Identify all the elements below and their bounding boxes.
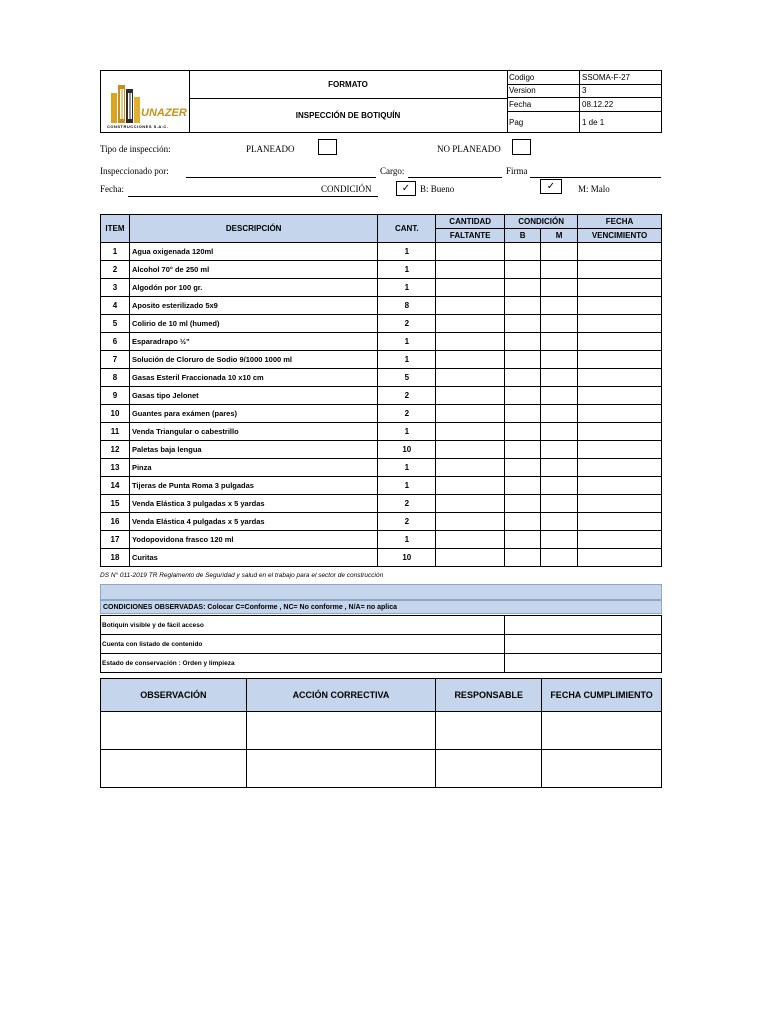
condition-m-cell[interactable] (541, 279, 578, 297)
item-description: Agua oxigenada 120ml (129, 243, 377, 261)
table-row (101, 315, 662, 333)
missing-quantity-cell[interactable] (436, 423, 505, 441)
condition-m-cell[interactable] (541, 351, 578, 369)
action-cell[interactable] (246, 712, 436, 750)
item-quantity: 1 (378, 459, 436, 477)
tipo-inspeccion-label: Tipo de inspección: (100, 144, 171, 154)
responsible-cell[interactable] (436, 750, 542, 788)
observation-cell[interactable] (101, 750, 247, 788)
meta-value: 3 (580, 84, 662, 98)
condition-b-cell[interactable] (505, 441, 541, 459)
table-row (101, 369, 662, 387)
action-cell[interactable] (246, 750, 436, 788)
item-description: Alcohol 70° de 250 ml (129, 261, 377, 279)
item-description: Colirio de 10 ml (humed) (129, 315, 377, 333)
condition-b-cell[interactable] (505, 477, 541, 495)
date-cell[interactable] (542, 750, 662, 788)
condition-value-cell[interactable] (505, 635, 662, 654)
condition-m-cell[interactable] (541, 531, 578, 549)
header-condicion: CONDICIÓN (505, 215, 578, 229)
item-quantity: 1 (378, 333, 436, 351)
condition-m-cell[interactable] (541, 441, 578, 459)
missing-quantity-cell[interactable] (436, 459, 505, 477)
expiration-date-cell[interactable] (578, 369, 662, 387)
table-row (101, 531, 662, 549)
item-quantity: 10 (378, 549, 436, 567)
table-row (101, 333, 662, 351)
malo-checkbox[interactable]: ✓ (540, 179, 562, 194)
header-b: B (505, 229, 541, 243)
condition-b-cell[interactable] (505, 315, 541, 333)
item-quantity: 2 (378, 387, 436, 405)
item-number: 15 (101, 495, 130, 513)
condition-label: Estado de conservación : Orden y limpieza (101, 654, 505, 673)
missing-quantity-cell[interactable] (436, 549, 505, 567)
bueno-label: B: Bueno (420, 184, 455, 194)
expiration-date-cell[interactable] (578, 333, 662, 351)
condition-b-cell[interactable] (505, 459, 541, 477)
expiration-date-cell[interactable] (578, 297, 662, 315)
header-title-area (189, 71, 508, 132)
missing-quantity-cell[interactable] (436, 387, 505, 405)
condition-b-cell[interactable] (505, 279, 541, 297)
item-number: 17 (101, 531, 130, 549)
item-number: 16 (101, 513, 130, 531)
bueno-checkbox[interactable]: ✓ (396, 181, 416, 196)
responsible-cell[interactable] (436, 712, 542, 750)
header-m: M (541, 229, 578, 243)
item-description: Curitas (129, 549, 377, 567)
item-quantity: 1 (378, 423, 436, 441)
item-description: Venda Triangular o cabestrillo (129, 423, 377, 441)
missing-quantity-cell[interactable] (436, 297, 505, 315)
condition-m-cell[interactable] (541, 315, 578, 333)
table-row (101, 279, 662, 297)
item-number: 9 (101, 387, 130, 405)
company-logo (101, 71, 190, 132)
expiration-date-cell[interactable] (578, 423, 662, 441)
item-quantity: 1 (378, 531, 436, 549)
condition-b-cell[interactable] (505, 513, 541, 531)
condition-b-cell[interactable] (505, 531, 541, 549)
condition-m-cell[interactable] (541, 387, 578, 405)
expiration-date-cell[interactable] (578, 387, 662, 405)
item-description: Guantes para exámen (pares) (129, 405, 377, 423)
item-number: 7 (101, 351, 130, 369)
missing-quantity-cell[interactable] (436, 531, 505, 549)
condition-m-cell[interactable] (541, 549, 578, 567)
item-quantity: 8 (378, 297, 436, 315)
item-description: Esparadrapo ½" (129, 333, 377, 351)
condition-m-cell[interactable] (541, 405, 578, 423)
table-row (101, 441, 662, 459)
missing-quantity-cell[interactable] (436, 441, 505, 459)
header-item: ITEM (101, 215, 130, 243)
table-row (101, 405, 662, 423)
condition-label: Botiquín visible y de fácil acceso (101, 616, 505, 635)
expiration-date-cell[interactable] (578, 531, 662, 549)
table-row (101, 261, 662, 279)
header-cant: CANT. (378, 215, 436, 243)
item-quantity: 1 (378, 351, 436, 369)
item-description: Paletas baja lengua (129, 441, 377, 459)
meta-value: 1 de 1 (580, 112, 662, 133)
expiration-date-cell[interactable] (578, 405, 662, 423)
observation-cell[interactable] (101, 712, 247, 750)
expiration-date-cell[interactable] (578, 513, 662, 531)
condition-label: Cuenta con listado de contenido (101, 635, 505, 654)
item-number: 4 (101, 297, 130, 315)
condition-m-cell[interactable] (541, 333, 578, 351)
missing-quantity-cell[interactable] (436, 405, 505, 423)
condition-m-cell[interactable] (541, 261, 578, 279)
item-quantity: 1 (378, 279, 436, 297)
table-row (101, 297, 662, 315)
item-quantity: 2 (378, 513, 436, 531)
missing-quantity-cell[interactable] (436, 243, 505, 261)
document-meta (507, 71, 661, 132)
table-row (101, 351, 662, 369)
conditions-table (100, 615, 662, 673)
expiration-date-cell[interactable] (578, 459, 662, 477)
missing-quantity-cell[interactable] (436, 495, 505, 513)
condition-m-cell[interactable] (541, 513, 578, 531)
formato-label: FORMATO (189, 71, 507, 99)
item-description: Gasas tipo Jelonet (129, 387, 377, 405)
header-fecha-cumplimiento: FECHA CUMPLIMIENTO (542, 679, 662, 712)
building-logo-icon (101, 71, 189, 132)
logo-text: UNAZER (141, 107, 187, 119)
inspeccionado-label: Inspeccionado por: (100, 166, 169, 176)
item-quantity: 2 (378, 315, 436, 333)
header-accion-correctiva: ACCIÓN CORRECTIVA (246, 679, 436, 712)
expiration-date-cell[interactable] (578, 279, 662, 297)
item-number: 18 (101, 549, 130, 567)
item-description: Aposito esterilizado 5x9 (129, 297, 377, 315)
missing-quantity-cell[interactable] (436, 279, 505, 297)
conditions-header: CONDICIONES OBSERVADAS: Colocar C=Conforme , NC= No conforme , N/A= no aplica (100, 600, 662, 614)
expiration-date-cell[interactable] (578, 351, 662, 369)
item-description: Venda Elástica 3 pulgadas x 5 yardas (129, 495, 377, 513)
missing-quantity-cell[interactable] (436, 261, 505, 279)
condition-b-cell[interactable] (505, 261, 541, 279)
item-description: Pinza (129, 459, 377, 477)
header-observacion: OBSERVACIÓN (101, 679, 247, 712)
header-fecha: FECHA (578, 215, 662, 229)
item-description: Solución de Cloruro de Sodio 9/1000 1000 ml (129, 351, 377, 369)
condition-value-cell[interactable] (505, 616, 662, 635)
expiration-date-cell[interactable] (578, 495, 662, 513)
planeado-checkbox[interactable] (318, 139, 337, 155)
condition-m-cell[interactable] (541, 477, 578, 495)
expiration-date-cell[interactable] (578, 243, 662, 261)
no-planeado-checkbox[interactable] (512, 139, 531, 155)
condition-m-cell[interactable] (541, 459, 578, 477)
observations-table (100, 678, 662, 788)
item-number: 13 (101, 459, 130, 477)
expiration-date-cell[interactable] (578, 261, 662, 279)
item-number: 5 (101, 315, 130, 333)
item-number: 6 (101, 333, 130, 351)
table-row (101, 513, 662, 531)
meta-label: Codigo (507, 71, 580, 84)
missing-quantity-cell[interactable] (436, 369, 505, 387)
expiration-date-cell[interactable] (578, 441, 662, 459)
item-description: Gasas Esteril Fraccionada 10 x10 cm (129, 369, 377, 387)
header-faltante: FALTANTE (436, 229, 505, 243)
item-number: 11 (101, 423, 130, 441)
condition-b-cell[interactable] (505, 369, 541, 387)
item-quantity: 2 (378, 495, 436, 513)
no-planeado-label: NO PLANEADO (437, 144, 501, 154)
inventory-table (100, 214, 662, 567)
expiration-date-cell[interactable] (578, 477, 662, 495)
cargo-label: Cargo: (380, 166, 405, 176)
firma-field[interactable] (530, 165, 661, 178)
table-row (101, 549, 662, 567)
planeado-label: PLANEADO (246, 144, 295, 154)
item-quantity: 10 (378, 441, 436, 459)
meta-label: Pag (507, 112, 580, 133)
missing-quantity-cell[interactable] (436, 513, 505, 531)
condition-m-cell[interactable] (541, 369, 578, 387)
header-descripcion: DESCRIPCIÓN (129, 215, 377, 243)
condition-m-cell[interactable] (541, 495, 578, 513)
missing-quantity-cell[interactable] (436, 315, 505, 333)
table-row (101, 243, 662, 261)
item-description: Yodopovidona frasco 120 ml (129, 531, 377, 549)
blank-band (100, 584, 662, 600)
item-description: Tijeras de Punta Roma 3 pulgadas (129, 477, 377, 495)
item-quantity: 1 (378, 261, 436, 279)
fecha-label: Fecha: (100, 184, 124, 194)
item-quantity: 1 (378, 243, 436, 261)
regulation-note: DS N° 011-2019 TR Reglamento de Seguridad y salud en el trabajo para el sector de construcción (100, 572, 384, 579)
condition-b-cell[interactable] (505, 333, 541, 351)
item-number: 2 (101, 261, 130, 279)
table-row (101, 387, 662, 405)
item-quantity: 1 (378, 477, 436, 495)
table-row (101, 477, 662, 495)
item-description: Algodón por 100 gr. (129, 279, 377, 297)
meta-label: Fecha (507, 98, 580, 112)
logo-subtext: CONSTRUCCIONES S.A.C. (107, 124, 169, 129)
condition-value-cell[interactable] (505, 654, 662, 673)
missing-quantity-cell[interactable] (436, 333, 505, 351)
item-number: 1 (101, 243, 130, 261)
condition-b-cell[interactable] (505, 297, 541, 315)
condition-b-cell[interactable] (505, 549, 541, 567)
item-quantity: 2 (378, 405, 436, 423)
header-vencimiento: VENCIMIENTO (578, 229, 662, 243)
table-row (101, 459, 662, 477)
condition-m-cell[interactable] (541, 423, 578, 441)
condicion-label: CONDICIÓN (321, 184, 372, 194)
inspeccionado-field[interactable] (186, 165, 376, 178)
condition-m-cell[interactable] (541, 297, 578, 315)
malo-label: M: Malo (578, 184, 610, 194)
expiration-date-cell[interactable] (578, 315, 662, 333)
item-number: 8 (101, 369, 130, 387)
condition-b-cell[interactable] (505, 495, 541, 513)
missing-quantity-cell[interactable] (436, 351, 505, 369)
condition-b-cell[interactable] (505, 387, 541, 405)
table-row (101, 423, 662, 441)
item-quantity: 5 (378, 369, 436, 387)
item-number: 3 (101, 279, 130, 297)
header-responsable: RESPONSABLE (436, 679, 542, 712)
condition-b-cell[interactable] (505, 351, 541, 369)
item-number: 14 (101, 477, 130, 495)
condition-b-cell[interactable] (505, 243, 541, 261)
meta-value: 08.12.22 (580, 98, 662, 112)
condition-b-cell[interactable] (505, 423, 541, 441)
cargo-field[interactable] (408, 165, 502, 178)
firma-label: Firma (506, 166, 528, 176)
expiration-date-cell[interactable] (578, 549, 662, 567)
meta-value: SSOMA-F-27 (580, 71, 662, 84)
document-title: INSPECCIÓN DE BOTIQUÍN (295, 111, 401, 120)
date-cell[interactable] (542, 712, 662, 750)
missing-quantity-cell[interactable] (436, 477, 505, 495)
item-number: 10 (101, 405, 130, 423)
condition-m-cell[interactable] (541, 243, 578, 261)
header-cantidad: CANTIDAD (436, 215, 505, 229)
meta-label: Version (507, 84, 580, 98)
condition-b-cell[interactable] (505, 405, 541, 423)
item-description: Venda Elástica 4 pulgadas x 5 yardas (129, 513, 377, 531)
item-number: 12 (101, 441, 130, 459)
document-header (100, 70, 662, 133)
table-row (101, 495, 662, 513)
